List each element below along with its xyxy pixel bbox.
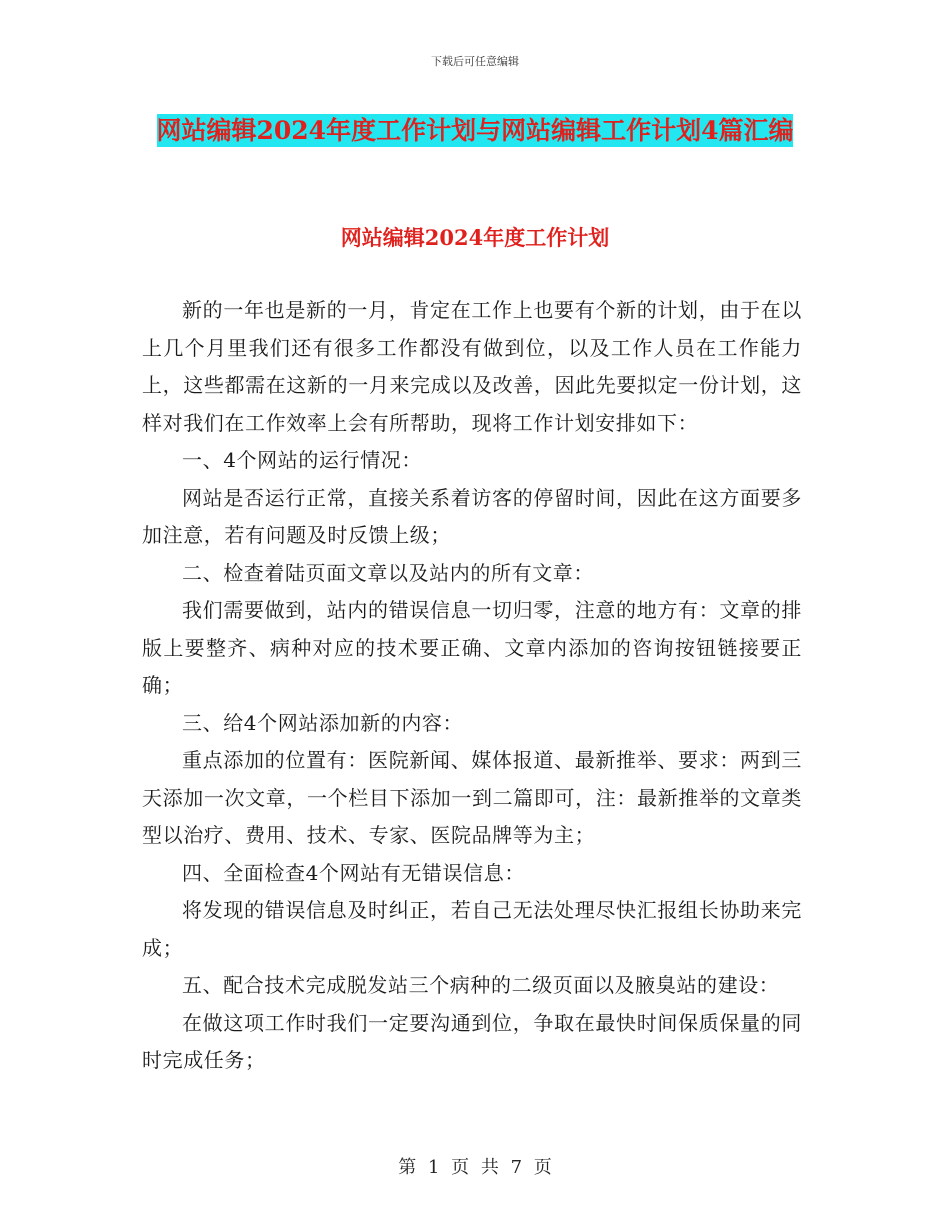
item-heading-4: 四、全面检查4个网站有无错误信息： (182, 860, 525, 885)
document-body (142, 292, 802, 1080)
item-heading-5: 五、配合技术完成脱发站三个病种的二级页面以及腋臭站的建设： (182, 973, 780, 997)
header-note: 下载后可任意编辑 (431, 55, 519, 68)
item-body-2: 我们需要做到，站内的错误信息一切归零，注意的地方有：文章的排版上要整齐、病种对应的技术要正确、文章内添加的咨询按钮链接要正确； (142, 598, 802, 697)
item-heading-3: 三、给4个网站添加新的内容： (182, 710, 464, 735)
item-body-1: 网站是否运行正常，直接关系着访客的停留时间，因此在这方面要多加注意，若有问题及时反馈上级； (142, 485, 802, 547)
page-footer: 第 1 页 共 7 页 (398, 1157, 552, 1178)
item-heading-1: 一、4个网站的运行情况： (182, 448, 422, 472)
section-title: 网站编辑2024年度工作计划 (340, 225, 610, 250)
item-body-4: 将发现的错误信息及时纠正，若自己无法处理尽快汇报组长协助来完成； (142, 898, 802, 960)
item-heading-2: 二、检查着陆页面文章以及站内的所有文章： (182, 560, 594, 585)
item-body-5: 在做这项工作时我们一定要沟通到位，争取在最快时间保质保量的同时完成任务； (142, 1010, 802, 1072)
document-main-title (142, 110, 808, 152)
paragraph-intro: 新的一年也是新的一月，肯定在工作上也要有个新的计划，由于在以上几个月里我们还有很多工作都没有做到位，以及工作人员在工作能力上，这些都需在这新的一月来完成以及改善，因此先要拟定一份计划，这样对我们在工作效率上会有所帮助，现将工作计划安排如下： (142, 298, 802, 435)
item-body-3: 重点添加的位置有：医院新闻、媒体报道、最新推举、要求：两到三天添加一次文章，一个栏目下添加一到二篇即可，注：最新推举的文章类型以治疗、费用、技术、专家、医院品牌等为主； (142, 748, 802, 847)
main-title-text: 网站编辑2024年度工作计划与网站编辑工作计划4篇汇编 (156, 116, 794, 145)
